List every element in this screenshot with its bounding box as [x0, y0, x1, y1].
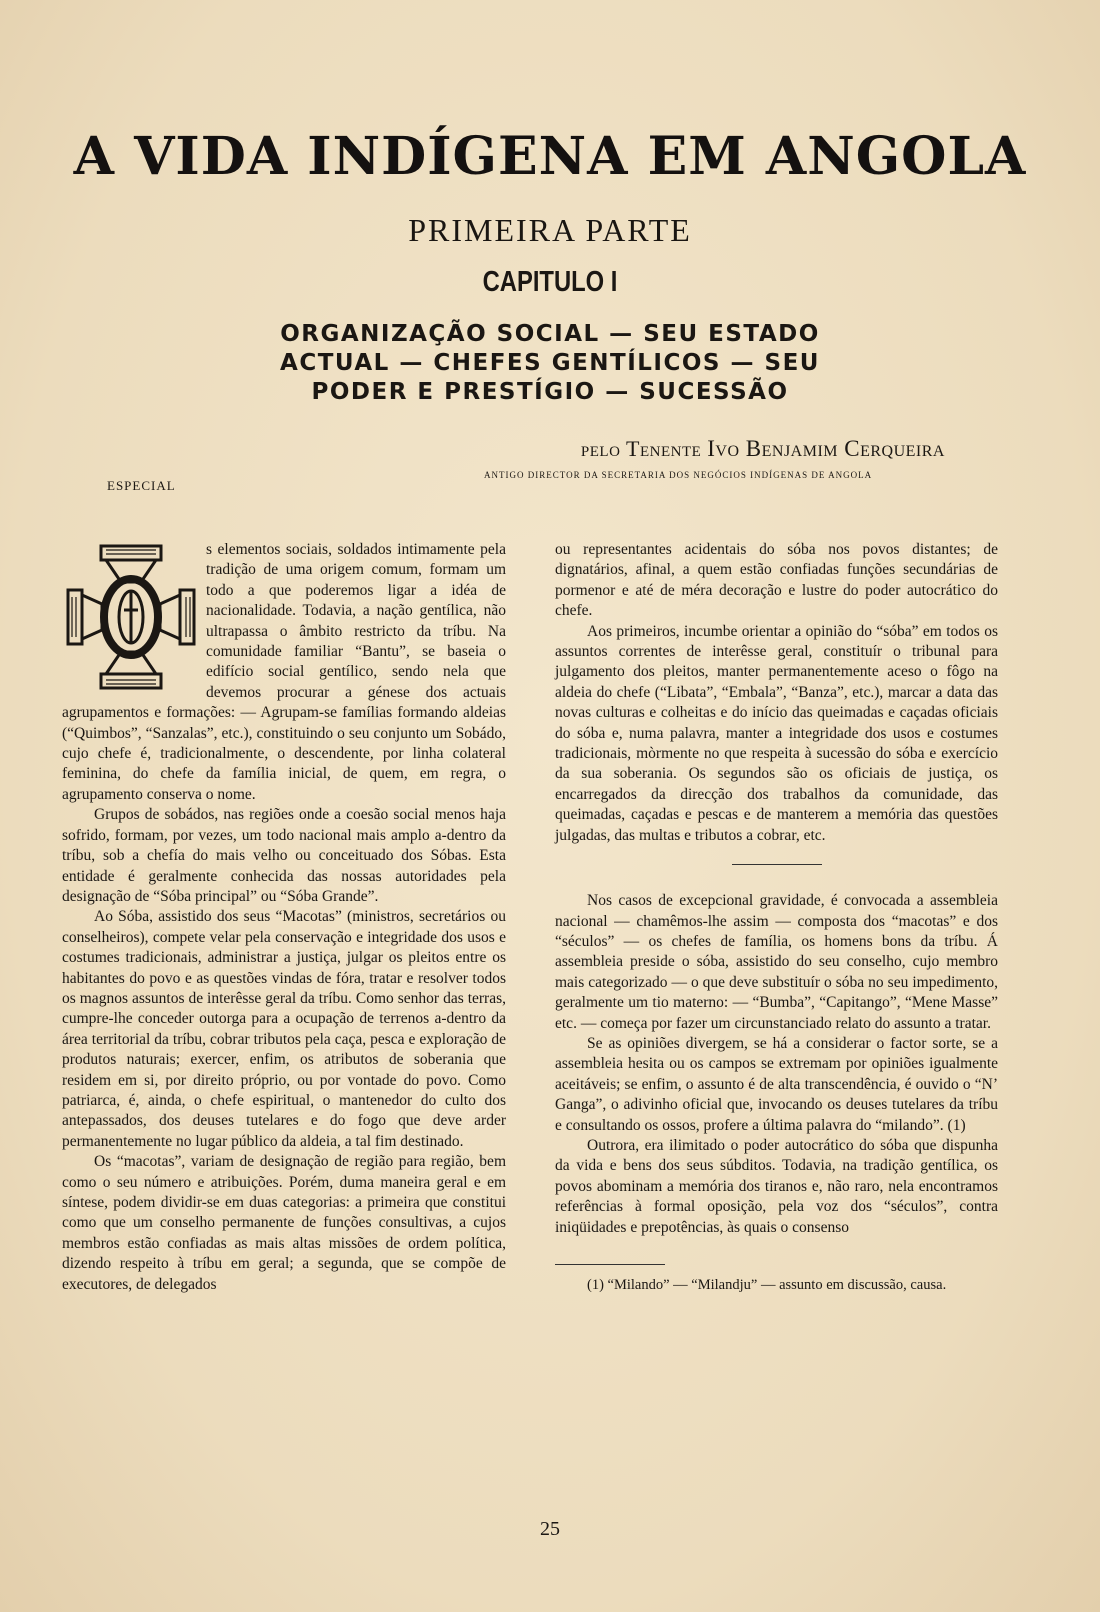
author-role: ANTIGO DIRECTOR DA SECRETARIA DOS NEGÓCIOS INDÍGENAS DE ANGOLA	[484, 470, 873, 480]
special-label: ESPECIAL	[107, 478, 176, 493]
footnote-divider	[555, 1264, 665, 1265]
article-title: A VIDA INDÍGENA EM ANGOLA	[73, 126, 1027, 187]
paragraph: Outrora, era ilimitado o poder autocrático do sóba que dispunha da vida e bens dos seus súbditos. Todavia, na tradição gentílica, os povos abominam a memória dos tiranos e, não raro, nela encontramos referências à formal oposição, pela voz dos “séculos”, contra iniqüidades e prepotências, às quais o consenso	[555, 1136, 998, 1236]
section-divider	[732, 864, 822, 865]
author-name: Ivo Benjamim Cerqueira	[707, 436, 945, 461]
paragraph: Aos primeiros, incumbe orientar a opinião do “sóba” em todos os assuntos correntes de interêsse geral, constituír o tribunal para julgamento dos pleitos, manter permanentemente aceso o fôgo na aldeia do chefe (“Libata”, “Embala”, “Banza”, etc.), marcar a data das novas culturas e colheitas e do início das queimadas e caçadas oficiais do sóba e, numa palavra, manter a integridade dos usos e costumes tradicionais, mòrmente no que respeita à sucessão do sóba e exercício da sua soberania. Os segundos são os oficiais de justiça, os encarregados da direcção dos trabalhos da comunidade, das queimadas, caçadas e pescas e de manterem a memória das questões julgadas, das multas e tributos a cobrar, etc.	[555, 622, 998, 844]
paragraph: Grupos de sobádos, nas regiões onde a coesão social menos haja sofrido, formam, por vezes, um todo nacional mais amplo a-dentro da tríbu, sob a chefía do mais velho ou conceituado dos Sóbas. Esta entidade é geralmente conhecida das nossas autoridades pela designação de “Sóba principal” ou “Sóba Grande”.	[62, 806, 506, 905]
left-column	[62, 540, 506, 1295]
paragraph: ou representantes acidentais do sóba nos povos distantes; de dignatários, afinal, a quem estão confiadas funções secundárias de pormenor e até de méra decoração e lustre do poder autocrático do chefe.	[555, 541, 998, 620]
right-column	[555, 540, 998, 1295]
page-number: 25	[540, 1518, 560, 1540]
ornamental-drop-cap-icon	[66, 542, 196, 692]
paragraph: Os “macotas”, variam de designação de região para região, bem como o seu número e atribuições. Porém, duma maneira geral e em síntese, podem dividir-se em duas categorias: a primeira que constitui como que um conselho permanente de funções consultivas, a cujos membros estão confiadas as mais altas missões de ordem política, dizendo respeito à tríbu em geral; a segunda, que se compõe de executores, de delegados	[62, 1153, 506, 1293]
paragraph: Se as opiniões divergem, se há a considerar o factor sorte, se a assembleia hesita ou os campos se extremam por opiniões igualmente aceitáveis; se enfim, o assunto é de alta transcendência, é ouvido o “N’ Ganga”, o adivinho oficial que, invocando os deuses tutelares da tríbu e consultando os ossos, profere a última palavra do “milando”. (1)	[555, 1034, 998, 1134]
chapter-subtitle	[0, 320, 1100, 407]
chapter-heading: CAPITULO I	[482, 266, 618, 298]
subtitle-line: ORGANIZAÇÃO SOCIAL — SEU ESTADO	[280, 321, 820, 347]
part-heading: PRIMEIRA PARTE	[408, 212, 692, 248]
paragraph: s elementos sociais, soldados intimamente pela tradição de uma origem comum, formam um todo a que poderemos ligar a idéa de nacionalidade. Todavia, a nação gentílica, não ultrapassa o âmbito restricto da tríbu. Na comunidade familiar “Bantu”, se baseia o edifício social gentílico, sendo nela que devemos procurar a génese dos actuais agrupamentos e formações: — Agrupam-se famílias formando aldeias (“Quimbos”, “Sanzalas”, etc.), constituindo o seu conjunto um Sobádo, cujo chefe é, tradicionalmente, o descendente, por linha colateral feminina, do chefe da família inicial, de quem, em regra, o agrupamento conserva o nome.	[62, 541, 506, 803]
paragraph: Nos casos de excepcional gravidade, é convocada a assembleia nacional — chamêmos-lhe assim — composta dos “macotas” e dos “séculos” — os chefes de família, os homens bons da tríbu. Á assembleia preside o sóba, assistido do seu conselho, cujo membro mais categorizado — o que deve substituír o sóba no seu impedimento, geralmente um tio materno: — “Bumba”, “Capitango”, “Mene Masse” etc. — começa por fazer um circunstanciado relato do assunto a tratar.	[555, 892, 998, 1032]
byline-prefix: pelo Tenente	[580, 436, 702, 461]
paragraph: Ao Sóba, assistido dos seus “Macotas” (ministros, secretários ou conselheiros), compete velar pela conservação e integridade dos usos e costumes tradicionais, administrar a justiça, julgar os pleitos entre os habitantes do povo e as questões vindas de fóra, tratar e resolver todos os magnos assuntos de interêsse geral da tríbu. Como senhor das terras, cumpre-lhe conceder outorga para a ocupação de terrenos a-dentro da área territorial da tríbu, cobrar tributos pela caça, pesca e exploração de produtos naturais; exercer, enfim, os atributos de soberania que residem em si, por direito próprio, ou por vontade do povo. Como patriarca, é, ainda, o chefe espiritual, o mantenedor do culto dos antepassados, dos deuses tutelares e do fogo que deve arder permanentemente no lugar público da aldeia, a tal fim destinado.	[62, 908, 506, 1150]
subtitle-line: ACTUAL — CHEFES GENTÍLICOS — SEU	[280, 350, 820, 376]
subtitle-line: PODER E PRESTÍGIO — SUCESSÃO	[311, 379, 789, 405]
byline	[581, 436, 945, 462]
footnote: (1) “Milando” — “Milandju” — assunto em discussão, causa.	[587, 1277, 947, 1293]
